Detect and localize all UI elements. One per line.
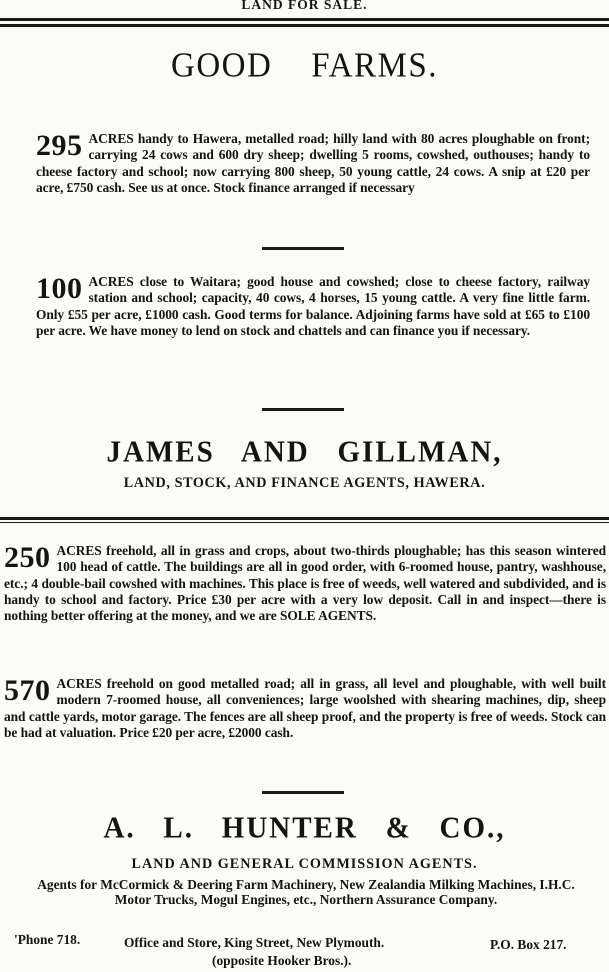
office-address: Office and Store, King Street, New Plymouth. <box>124 935 385 950</box>
listing-570-acres <box>4 676 606 741</box>
header-bottom-rule <box>0 24 609 27</box>
agencies-paragraph: Agents for McCormick & Deering Farm Machinery, New Zealandia Milking Machines, I.H.C. Motor Trucks, Mogul Engines, etc., Northern Assurance Company. <box>37 877 575 907</box>
firm-subtitle: LAND AND GENERAL COMMISSION AGENTS. <box>131 856 478 872</box>
po-box: P.O. Box 217. <box>490 937 567 952</box>
section-rule-thick <box>0 517 609 520</box>
acreage-number: 100 <box>36 272 83 305</box>
phone-number: 'Phone 718. <box>14 932 81 947</box>
acreage-number: 570 <box>4 674 51 707</box>
divider-rule <box>262 791 344 794</box>
listing-description: ACRES close to Waitara; good house and cowshed; close to cheese factory, railway station and school; capacity, 40 cows, 4 horses, 15 young cattle. A very fine little farm. Only £55 per acre, £1000 cash. Good terms for balance. Adjoining farms have sold at £65 to £100 per acre. We have money to lend on stock and chattels and can finance you if necessary. <box>36 274 590 338</box>
header-top-rule <box>0 18 609 21</box>
acreage-number: 250 <box>4 541 51 574</box>
firm-subtitle: LAND, STOCK, AND FINANCE AGENTS, HAWERA. <box>123 475 486 491</box>
listing-description: ACRES freehold, all in grass and crops, about two-thirds ploughable; has this season wintered 100 head of cattle. The buildings are all in good order, with 6-roomed house, pantry, washhouse, etc.; 4 double-bail cowshed with machines. This place is free of weeds, well watered and subdivided, and is handy to school and factory. Price £30 per acre with a very low deposit. Call in and inspect—there is nothing better offering at the money, and we are SOLE AGENTS. <box>4 543 606 624</box>
divider-rule <box>262 247 344 250</box>
firm-name-hunter: A. L. HUNTER & CO., <box>103 811 506 845</box>
opposite-note: (opposite Hooker Bros.). <box>212 953 352 968</box>
listing-100-acres <box>36 274 590 339</box>
firm-name-james-gillman: JAMES AND GILLMAN, <box>106 435 503 469</box>
section-rule-thin <box>0 522 609 523</box>
divider-rule <box>262 408 344 411</box>
listing-description: ACRES handy to Hawera, metalled road; hilly land with 80 acres ploughable on front; carrying 24 cows and 600 dry sheep; dwelling 5 rooms, cowshed, outhouses; handy to cheese factory and school; now carrying 800 sheep, 50 young cattle, 24 cows. A snip at £20 per acre, £750 cash. See us at once. Stock finance arranged if necessary <box>36 131 590 195</box>
section-heading: LAND FOR SALE. <box>241 0 368 12</box>
good-farms-title: GOOD FARMS. <box>170 46 439 86</box>
acreage-number: 295 <box>36 129 83 162</box>
listing-description: ACRES freehold on good metalled road; all in grass, all level and ploughable, with well built modern 7-roomed house, all conveniences; large woolshed with shearing machines, dip, sheep and cattle yards, motor garage. The fences are all sheep proof, and the property is free of weeds. Stock can be had at valuation. Price £20 per acre, £2000 cash. <box>4 676 606 740</box>
listing-250-acres <box>4 543 606 624</box>
listing-295-acres <box>36 131 590 196</box>
